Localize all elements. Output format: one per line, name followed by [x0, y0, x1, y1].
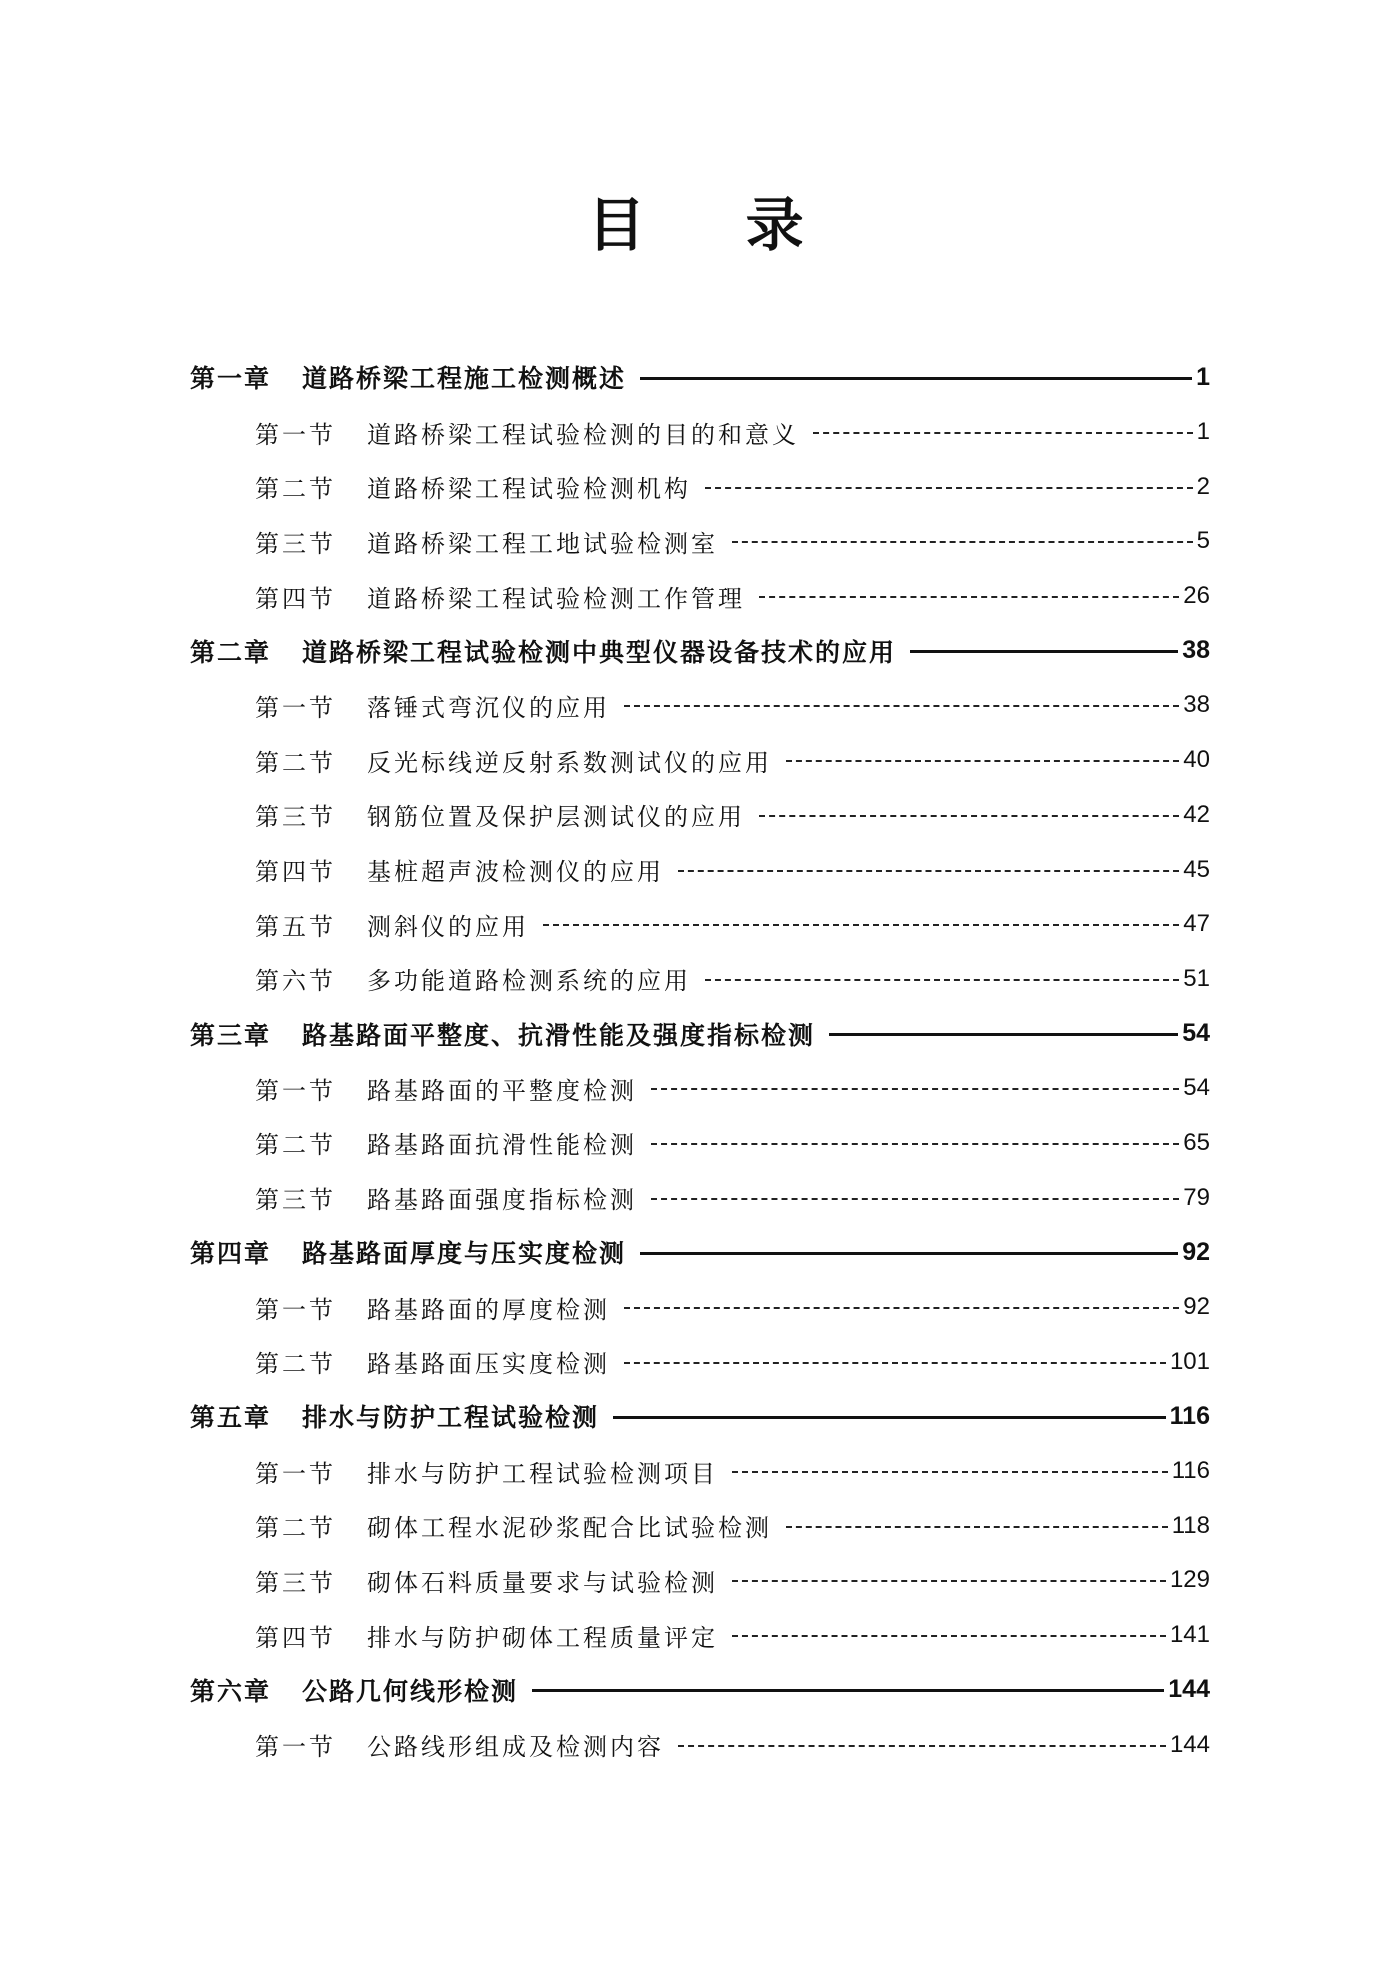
page-number: 144: [1169, 1730, 1210, 1758]
section-number: 第四节: [255, 584, 336, 613]
toc-section-entry[interactable]: [190, 1498, 1210, 1553]
dot-leader: [624, 705, 1179, 707]
toc-chapter-entry[interactable]: [190, 623, 1210, 678]
section-title: 道路桥梁工程试验检测的目的和意义: [367, 420, 799, 449]
section-number: 第二节: [255, 1350, 336, 1379]
toc-section-entry[interactable]: [190, 733, 1210, 788]
page-number: 116: [1169, 1401, 1210, 1430]
toc-section-entry[interactable]: [190, 678, 1210, 733]
page-number: 45: [1183, 855, 1210, 883]
toc-chapter-entry[interactable]: [190, 1663, 1210, 1718]
section-number: 第三节: [255, 803, 336, 832]
section-title: 排水与防护砌体工程质量评定: [367, 1623, 718, 1652]
page-number: 129: [1169, 1566, 1210, 1594]
toc-section-entry[interactable]: [190, 405, 1210, 460]
section-number: 第一节: [255, 1295, 336, 1324]
toc-section-entry[interactable]: [190, 788, 1210, 843]
dot-leader: [543, 924, 1179, 926]
toc-chapter-entry[interactable]: [190, 1389, 1210, 1444]
section-title: 路基路面的平整度检测: [367, 1076, 637, 1105]
chapter-title: 路基路面平整度、抗滑性能及强度指标检测: [302, 1020, 816, 1050]
section-title: 道路桥梁工程试验检测机构: [367, 475, 691, 504]
toc-section-entry[interactable]: [190, 1061, 1210, 1116]
dot-leader: [759, 596, 1179, 598]
page-number: 116: [1171, 1457, 1210, 1485]
chapter-number: 第三章: [190, 1020, 272, 1050]
toc-section-entry[interactable]: [190, 1334, 1210, 1389]
page-number: 65: [1183, 1128, 1210, 1156]
chapter-number: 第四章: [190, 1239, 272, 1269]
section-number: 第四节: [255, 1623, 336, 1652]
page-number: 51: [1183, 964, 1210, 992]
page-number: 26: [1183, 582, 1210, 610]
dot-leader: [813, 432, 1193, 434]
toc-section-entry[interactable]: [190, 1717, 1210, 1772]
chapter-title: 公路几何线形检测: [302, 1676, 519, 1706]
page-number: 38: [1183, 691, 1210, 719]
page-number: 5: [1196, 527, 1210, 555]
page-number: 38: [1182, 636, 1210, 665]
section-title: 测斜仪的应用: [367, 912, 529, 941]
section-number: 第一节: [255, 1733, 336, 1762]
dot-leader: [732, 1471, 1168, 1473]
dot-leader: [651, 1088, 1179, 1090]
chapter-title: 排水与防护工程试验检测: [302, 1403, 600, 1433]
page-number: 141: [1169, 1621, 1210, 1649]
dot-leader: [732, 1635, 1166, 1637]
dot-leader: [705, 487, 1193, 489]
toc-section-entry[interactable]: [190, 514, 1210, 569]
section-title: 基桩超声波检测仪的应用: [367, 858, 664, 887]
dot-leader: [624, 1307, 1179, 1309]
section-title: 排水与防护工程试验检测项目: [367, 1459, 718, 1488]
page-number: 118: [1171, 1511, 1210, 1539]
section-number: 第一节: [255, 1459, 336, 1488]
toc-chapter-entry[interactable]: [190, 1006, 1210, 1061]
page-number: 101: [1169, 1347, 1210, 1375]
chapter-title: 道路桥梁工程试验检测中典型仪器设备技术的应用: [302, 637, 897, 667]
chapter-number: 第五章: [190, 1403, 272, 1433]
dot-leader: [732, 1580, 1166, 1582]
section-title: 路基路面的厚度检测: [367, 1295, 610, 1324]
page-number: 1: [1196, 362, 1210, 391]
toc-section-entry[interactable]: [190, 1553, 1210, 1608]
chapter-number: 第二章: [190, 637, 272, 667]
section-number: 第四节: [255, 858, 336, 887]
page-number: 144: [1168, 1675, 1210, 1704]
table-of-contents: [190, 350, 1210, 1772]
section-number: 第一节: [255, 420, 336, 449]
toc-section-entry[interactable]: [190, 459, 1210, 514]
chapter-title: 道路桥梁工程施工检测概述: [302, 364, 627, 394]
chapter-title: 路基路面厚度与压实度检测: [302, 1239, 627, 1269]
section-number: 第三节: [255, 1568, 336, 1597]
section-title: 公路线形组成及检测内容: [367, 1733, 664, 1762]
dot-leader: [640, 377, 1192, 380]
section-title: 路基路面抗滑性能检测: [367, 1131, 637, 1160]
dot-leader: [532, 1689, 1164, 1692]
chapter-number: 第六章: [190, 1676, 272, 1706]
toc-section-entry[interactable]: [190, 952, 1210, 1007]
page-number: 40: [1183, 746, 1210, 774]
section-title: 多功能道路检测系统的应用: [367, 967, 691, 996]
dot-leader: [678, 1745, 1166, 1747]
section-title: 砌体工程水泥砂浆配合比试验检测: [367, 1514, 772, 1543]
dot-leader: [910, 650, 1178, 653]
section-number: 第三节: [255, 529, 336, 558]
page-number: 79: [1183, 1183, 1210, 1211]
section-title: 砌体石料质量要求与试验检测: [367, 1568, 718, 1597]
section-number: 第六节: [255, 967, 336, 996]
page-number: 92: [1183, 1293, 1210, 1321]
dot-leader: [705, 979, 1179, 981]
section-title: 道路桥梁工程试验检测工作管理: [367, 584, 745, 613]
dot-leader: [759, 815, 1179, 817]
section-number: 第五节: [255, 912, 336, 941]
dot-leader: [640, 1252, 1178, 1255]
page-number: 92: [1182, 1237, 1210, 1266]
section-title: 路基路面压实度检测: [367, 1350, 610, 1379]
section-title: 反光标线逆反射系数测试仪的应用: [367, 748, 772, 777]
section-title: 路基路面强度指标检测: [367, 1186, 637, 1215]
section-number: 第二节: [255, 748, 336, 777]
toc-chapter-entry[interactable]: [190, 1225, 1210, 1280]
toc-section-entry[interactable]: [190, 1116, 1210, 1171]
toc-section-entry[interactable]: [190, 842, 1210, 897]
toc-section-entry[interactable]: [190, 1170, 1210, 1225]
section-number: 第一节: [255, 1076, 336, 1105]
dot-leader: [732, 541, 1193, 543]
section-number: 第一节: [255, 693, 336, 722]
dot-leader: [651, 1143, 1179, 1145]
toc-section-entry[interactable]: [190, 1608, 1210, 1663]
chapter-number: 第一章: [190, 364, 272, 394]
section-number: 第三节: [255, 1186, 336, 1215]
dot-leader: [786, 1526, 1168, 1528]
page-number: 42: [1183, 800, 1210, 828]
section-number: 第二节: [255, 1131, 336, 1160]
page-number: 54: [1183, 1074, 1210, 1102]
section-number: 第二节: [255, 1514, 336, 1543]
dot-leader: [651, 1198, 1179, 1200]
toc-section-entry[interactable]: [190, 897, 1210, 952]
dot-leader: [613, 1416, 1166, 1419]
section-title: 落锤式弯沉仪的应用: [367, 693, 610, 722]
page-title: 目 录: [587, 191, 844, 259]
page-number: 1: [1196, 418, 1210, 446]
dot-leader: [624, 1362, 1166, 1364]
section-number: 第二节: [255, 475, 336, 504]
toc-section-entry[interactable]: [190, 1444, 1210, 1499]
page-number: 47: [1183, 910, 1210, 938]
page-number: 54: [1182, 1019, 1210, 1048]
toc-chapter-entry[interactable]: [190, 350, 1210, 405]
toc-section-entry[interactable]: [190, 1280, 1210, 1335]
dot-leader: [829, 1033, 1178, 1036]
page-number: 2: [1196, 472, 1210, 500]
toc-section-entry[interactable]: [190, 569, 1210, 624]
dot-leader: [678, 870, 1179, 872]
dot-leader: [786, 760, 1179, 762]
section-title: 钢筋位置及保护层测试仪的应用: [367, 803, 745, 832]
section-title: 道路桥梁工程工地试验检测室: [367, 529, 718, 558]
